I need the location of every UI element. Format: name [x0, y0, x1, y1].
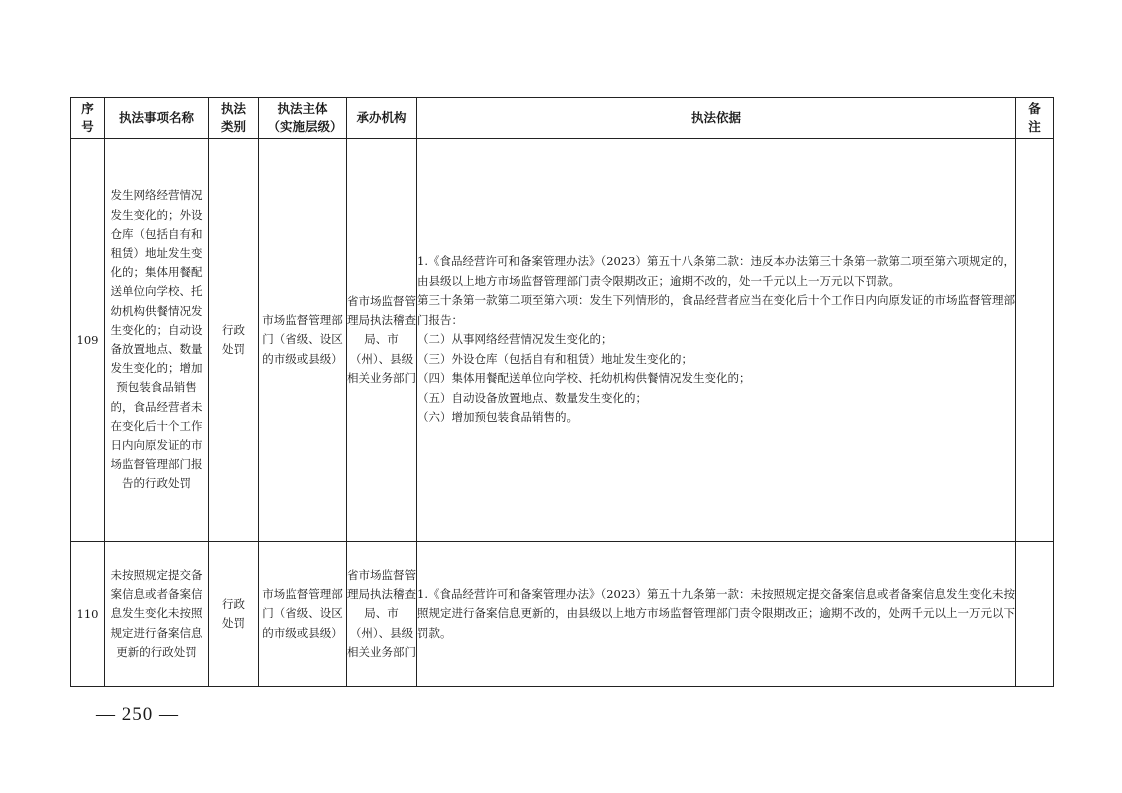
enforcement-table [70, 97, 1054, 687]
basis-line: （四）集体用餐配送单位向学校、托幼机构供餐情况发生变化的； [417, 371, 751, 386]
row-legal-basis [417, 542, 1016, 687]
row-item-name: 未按照规定提交备案信息或者备案信息发生变化未按照规定进行备案信息更新的行政处罚 [105, 542, 209, 687]
row-category: 行政处罚 [209, 139, 259, 542]
basis-line: 第三十条第一款第二项至第六项：发生下列情形的，食品经营者应当在变化后十个工作日内向原发证的市场监督管理部门报告： [417, 293, 1015, 327]
row-organization: 省市场监督管理局执法稽查局、市（州）、县级相关业务部门 [347, 542, 417, 687]
basis-line: 1.《食品经营许可和备案管理办法》（2023）第五十九条第一款：未按照规定提交备案信息或者备案信息发生变化未按照规定进行备案信息更新的，由县级以上地方市场监督管理部门责令限期改正；逾期不改的，处两千元以上一万元以下罚款。 [417, 586, 1015, 640]
basis-line: 1.《食品经营许可和备案管理办法》（2023）第五十八条第二款：违反本办法第三十条第一款第二项至第六项规定的，由县级以上地方市场监督管理部门责令限期改正；逾期不改的，处一千元以上一万元以下罚款。 [417, 254, 1015, 288]
header-org: 承办机构 [347, 98, 417, 139]
header-subject: 执法主体（实施层级） [259, 98, 347, 139]
row-item-name: 发生网络经营情况发生变化的；外设仓库（包括自有和租赁）地址发生变化的；集体用餐配送单位向学校、托幼机构供餐情况发生变化的；自动设备放置地点、数量发生变化的；增加预包装食品销售的，食品经营者未在变化后十个工作日内向原发证的市场监督管理部门报告的行政处罚 [105, 139, 209, 542]
row-category: 行政处罚 [209, 542, 259, 687]
row-seq: 109 [71, 139, 105, 542]
header-category: 执法类别 [209, 98, 259, 139]
row-legal-basis [417, 139, 1016, 542]
basis-line: （六）增加预包装食品销售的。 [417, 410, 578, 425]
row-note [1016, 139, 1054, 542]
basis-line: （二）从事网络经营情况发生变化的； [417, 332, 613, 347]
header-seq: 序号 [71, 98, 105, 139]
header-basis: 执法依据 [417, 98, 1016, 139]
header-note: 备注 [1016, 98, 1054, 139]
row-seq: 110 [71, 542, 105, 687]
row-organization: 省市场监督管理局执法稽查局、市（州）、县级相关业务部门 [347, 139, 417, 542]
page-number: — 250 — [96, 704, 179, 725]
table-header-row [71, 98, 1054, 139]
table-row [71, 542, 1054, 687]
table-row [71, 139, 1054, 542]
basis-line: （五）自动设备放置地点、数量发生变化的； [417, 390, 647, 405]
row-note [1016, 542, 1054, 687]
header-name: 执法事项名称 [105, 98, 209, 139]
basis-line: （三）外设仓库（包括自有和租赁）地址发生变化的； [417, 351, 693, 366]
row-subject: 市场监督管理部门（省级、设区的市级或县级） [259, 139, 347, 542]
row-subject: 市场监督管理部门（省级、设区的市级或县级） [259, 542, 347, 687]
